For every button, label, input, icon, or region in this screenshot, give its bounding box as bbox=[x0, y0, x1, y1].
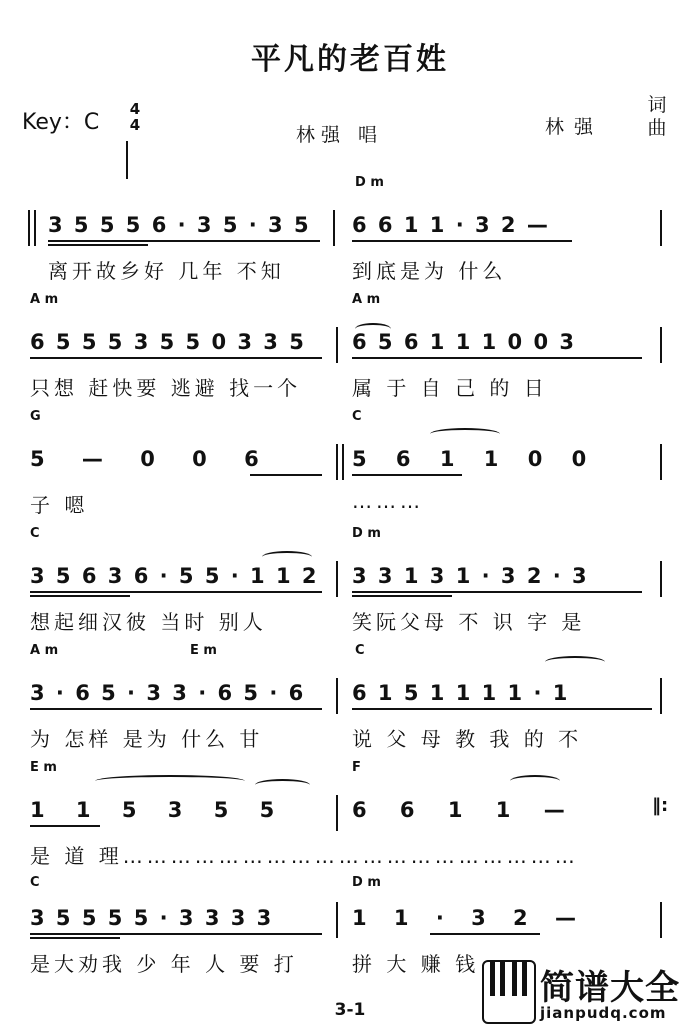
piano-icon bbox=[482, 960, 536, 1024]
lyric-line: 子 嗯 bbox=[30, 493, 89, 517]
chord-label: C bbox=[355, 643, 365, 658]
lyric-line: ……… bbox=[352, 489, 424, 513]
notes-measure: 6 5 5 5 3 5 5 0 3 3 5 bbox=[30, 330, 306, 354]
site-watermark bbox=[482, 960, 692, 1026]
chord-label: D m bbox=[352, 526, 381, 541]
chord-label: D m bbox=[352, 875, 381, 890]
score-row bbox=[0, 755, 700, 868]
lyric-line: 笑阮父母 不 识 字 是 bbox=[352, 610, 586, 634]
page-number: 3-1 bbox=[334, 1000, 366, 1020]
chord-label: G bbox=[30, 409, 41, 424]
lyric-line: 是 道 理………………………………………………… bbox=[30, 844, 579, 868]
brand-url: jianpudq.com bbox=[540, 1004, 667, 1022]
lyric-line: 想起细汉彼 当时 别人 bbox=[30, 610, 267, 634]
composer-name: 林强 bbox=[545, 116, 604, 138]
score-row bbox=[0, 287, 700, 400]
chord-label: C bbox=[352, 409, 362, 424]
notes-measure: 6 1 5 1 1 1 1 · 1 bbox=[352, 681, 570, 705]
lyric-line: 到底是为 什么 bbox=[352, 259, 507, 283]
score-row bbox=[0, 638, 700, 751]
chord-label: E m bbox=[30, 760, 57, 775]
notes-measure: 6 6 1 1 — bbox=[352, 798, 567, 822]
notes-measure: 3 5 5 5 5 · 3 3 3 3 bbox=[30, 906, 274, 930]
chord-label: A m bbox=[352, 292, 381, 307]
notes-measure: 3 · 6 5 · 3 3 · 6 5 · 6 bbox=[30, 681, 306, 705]
score-row bbox=[0, 404, 700, 517]
score-row bbox=[0, 170, 700, 283]
repeat-sign: ‖: bbox=[652, 795, 669, 816]
notes-measure: 6 5 6 1 1 1 0 0 3 bbox=[352, 330, 576, 354]
notes-measure: 5 — 0 0 6 bbox=[30, 447, 261, 471]
time-signature-top: 4 bbox=[129, 100, 141, 118]
lyric-line: 说 父 母 教 我 的 不 bbox=[352, 727, 583, 751]
lyric-line: 为 怎样 是为 什么 甘 bbox=[30, 727, 264, 751]
score-row bbox=[0, 521, 700, 634]
chord-label: F bbox=[352, 760, 361, 775]
lyric-line: 属 于 自 己 的 日 bbox=[352, 376, 548, 400]
chord-label: C bbox=[30, 526, 40, 541]
song-title: 平凡的老百姓 bbox=[251, 42, 449, 77]
time-signature-bottom: 4 bbox=[129, 116, 141, 134]
notes-measure: 3 5 5 5 6 · 3 5 · 3 5 bbox=[48, 213, 311, 237]
chord-label: D m bbox=[355, 175, 384, 190]
time-signature bbox=[124, 101, 146, 133]
lyric-line: 是大劝我 少 年 人 要 打 bbox=[30, 952, 298, 976]
key-signature: Key：C bbox=[22, 110, 100, 135]
lyric-line: 离开故乡好 几年 不知 bbox=[48, 259, 285, 283]
lyric-line: 只想 赶快要 逃避 找一个 bbox=[30, 376, 302, 400]
chord-label: E m bbox=[190, 643, 217, 658]
singer-credit: 林强 唱 bbox=[296, 124, 384, 146]
chord-label: C bbox=[30, 875, 40, 890]
lyric-line: 拼 大 赚 钱 bbox=[352, 952, 480, 976]
notes-measure: 6 6 1 1 · 3 2 — bbox=[352, 213, 550, 237]
notes-measure: 1 1 5 3 5 5 bbox=[30, 798, 277, 822]
notes-measure: 1 1 · 3 2 — bbox=[352, 906, 578, 930]
brand-name: 简谱大全 bbox=[540, 968, 680, 1008]
notes-measure: 3 5 6 3 6 · 5 5 · 1 1 2 bbox=[30, 564, 319, 588]
lyrics-music-credit: 词曲 bbox=[647, 94, 667, 139]
notes-measure: 5 6 1 1 0 0 bbox=[352, 447, 589, 471]
chord-label: A m bbox=[30, 292, 59, 307]
notes-measure: 3 3 1 3 1 · 3 2 · 3 bbox=[352, 564, 589, 588]
chord-label: A m bbox=[30, 643, 59, 658]
